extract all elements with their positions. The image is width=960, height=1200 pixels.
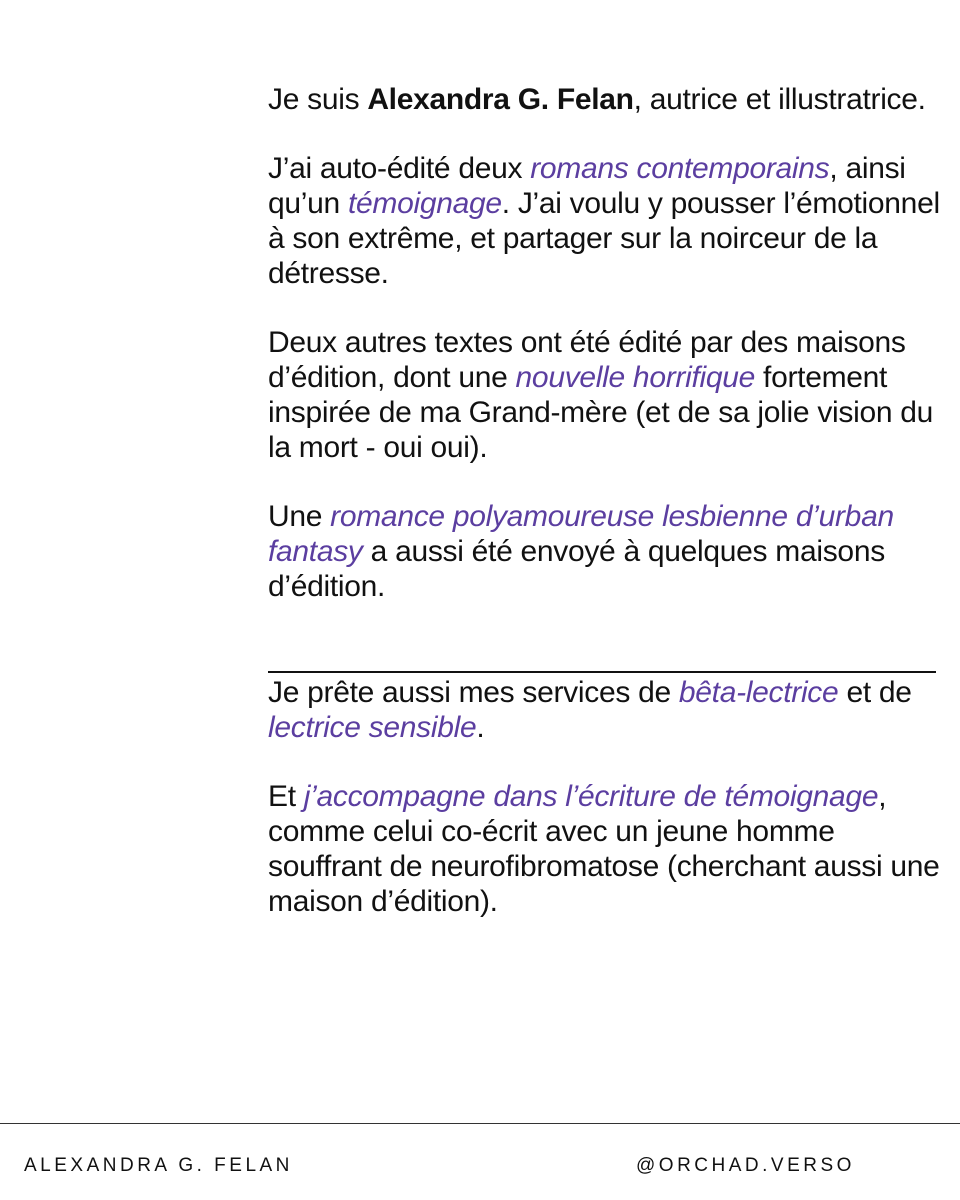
accompany-text-b: , comme celui co-écrit avec un jeune homme souffrant de neurofibromatose (cherchant aussi une maison d’édition). — [268, 780, 940, 918]
highlight-romance: romance polyamoureuse lesbienne d’urban fantasy — [268, 500, 894, 568]
intro-text-b: , autrice et illustratrice. — [633, 83, 926, 116]
accompany-text-a: Et — [268, 780, 304, 813]
highlight-romans-contemporains: romans contemporains — [530, 152, 830, 185]
romance-paragraph — [268, 499, 940, 604]
highlight-accompagne: j’accompagne dans l’écriture de témoignage — [303, 780, 879, 813]
highlight-beta-lectrice: bêta-lectrice — [678, 676, 839, 709]
bio-text — [268, 82, 940, 953]
footer-divider — [0, 1123, 960, 1124]
section-divider — [268, 638, 936, 673]
highlight-temoignage: témoignage — [347, 187, 502, 220]
services-text-c: . — [476, 711, 485, 744]
intro-text-a: Je suis — [268, 83, 368, 116]
self-published-text-b: , ainsi qu’un — [268, 152, 906, 220]
published-text-b: fortement inspirée de ma Grand-mère (et de sa jolie vision du la mort - oui oui). — [268, 361, 934, 464]
published-paragraph — [268, 325, 940, 465]
self-published-text-c: . J’ai voulu y pousser l’émotionnel à son extrême, et partager sur la noirceur de la détresse. — [268, 187, 940, 290]
highlight-lectrice-sensible: lectrice sensible — [268, 711, 477, 744]
self-published-paragraph — [268, 151, 940, 291]
services-text-b: et de — [838, 676, 912, 709]
services-section — [268, 638, 940, 919]
author-name: Alexandra G. Felan — [367, 83, 634, 116]
self-published-text-a: J’ai auto-édité deux — [268, 152, 531, 185]
services-text-a: Je prête aussi mes services de — [268, 676, 679, 709]
footer-handle: @ORCHAD.VERSO — [636, 1155, 855, 1176]
footer-author: ALEXANDRA G. FELAN — [24, 1155, 293, 1176]
accompany-paragraph — [268, 779, 940, 919]
romance-text-a: Une — [268, 500, 331, 533]
services-paragraph — [268, 675, 940, 745]
highlight-nouvelle-horrifique: nouvelle horrifique — [515, 361, 756, 394]
intro-paragraph — [268, 82, 940, 117]
published-text-a: Deux autres textes ont été édité par des maisons d’édition, dont une — [268, 326, 906, 394]
romance-text-b: a aussi été envoyé à quelques maisons d’édition. — [268, 535, 885, 603]
